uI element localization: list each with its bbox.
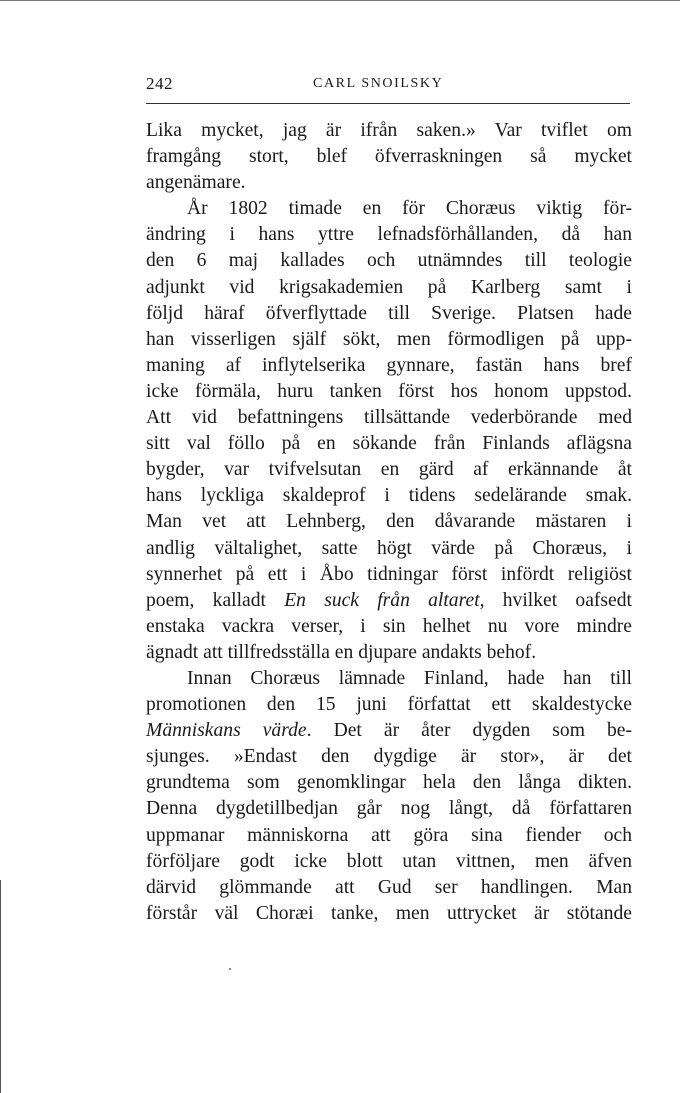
text-line: Innan Choræus lämnade Finland, hade han till bbox=[187, 667, 632, 689]
text-line-with-italic-title bbox=[146, 588, 632, 614]
text-line-with-italic-title bbox=[146, 718, 632, 744]
text-line: framgång stort, blef öfverraskningen så mycket bbox=[146, 146, 632, 168]
text-line: adjunkt vid krigsakademien på Karlberg samt i bbox=[146, 276, 632, 298]
text-line: Lika mycket, jag är ifrån saken.» Var tviflet om bbox=[146, 120, 632, 141]
text-line: maning af inflytelserika gynnare, fastän hans bref bbox=[146, 354, 632, 376]
header-rule bbox=[146, 103, 630, 104]
text-line: förföljare godt icke blott utan vittnen, men äfven bbox=[146, 850, 632, 872]
text-line: grundtema som genomklingar hela den långa dikten. bbox=[146, 772, 632, 794]
text-line: sjunges. »Endast den dygdige är stor», är det bbox=[146, 746, 632, 768]
text-line: ändring i hans yttre lefnadsförhållanden, då han bbox=[146, 224, 632, 246]
page-header bbox=[146, 74, 632, 98]
text-run: . Det är åter dygden som be- bbox=[306, 720, 632, 742]
text-line: ägnadt att tillfredsställa en djupare andakts behof. bbox=[146, 641, 537, 663]
text-line: synnerhet på ett i Åbo tidningar först infördt religiöst bbox=[146, 563, 632, 585]
text-line: angenämare. bbox=[146, 172, 246, 194]
text-line: Man vet att Lehnberg, den dåvarande mästaren i bbox=[146, 511, 632, 533]
text-line: promotionen den 15 juni författat ett skaldestycke bbox=[146, 694, 632, 716]
text-line: Denna dygdetillbedjan går nog långt, då författaren bbox=[146, 798, 632, 820]
text-run: poem, kalladt bbox=[146, 589, 285, 611]
text-line: År 1802 timade en för Choræus viktig för- bbox=[187, 198, 632, 220]
text-line: andlig vältalighet, satte högt värde på Choræus, i bbox=[146, 537, 632, 559]
text-line: förstår väl Choræi tanke, men uttrycket är stötande bbox=[146, 902, 632, 924]
text-line: bygder, var tvifvelsutan en gärd af erkännande åt bbox=[146, 459, 632, 481]
text-line: uppmanar människorna att göra sina fiender och bbox=[146, 824, 632, 846]
italic-title: Människans värde bbox=[146, 720, 307, 742]
text-line: han visserligen själf sökt, men förmodligen på upp- bbox=[146, 328, 632, 350]
text-line: därvid glömmande att Gud ser handlingen. Man bbox=[146, 876, 632, 898]
text-line: Att vid befattningens tillsättande vederbörande med bbox=[146, 407, 632, 429]
page-top-edge bbox=[0, 0, 680, 1]
running-head: CARL SNOILSKY bbox=[313, 76, 444, 91]
page-mark bbox=[229, 968, 231, 970]
page-number: 242 bbox=[146, 74, 173, 93]
text-line: sitt val föllo på en sökande från Finlands aflägsna bbox=[146, 433, 632, 455]
text-run: , hvilket oafsedt bbox=[479, 589, 632, 611]
text-line: icke förmäla, huru tanken först hos honom uppstod. bbox=[146, 380, 632, 402]
text-line: hans lyckliga skaldeprof i tidens sedelärande smak. bbox=[146, 485, 632, 507]
page-left-edge bbox=[0, 880, 1, 1093]
italic-title: En suck från altaret bbox=[284, 589, 480, 611]
text-line: den 6 maj kallades och utnämndes till teologie bbox=[146, 250, 632, 272]
text-line: följd häraf öfverflyttade till Sverige. Platsen hade bbox=[146, 302, 632, 324]
text-line: enstaka vackra verser, i sin helhet nu vore mindre bbox=[146, 615, 632, 637]
body-text bbox=[146, 118, 632, 927]
